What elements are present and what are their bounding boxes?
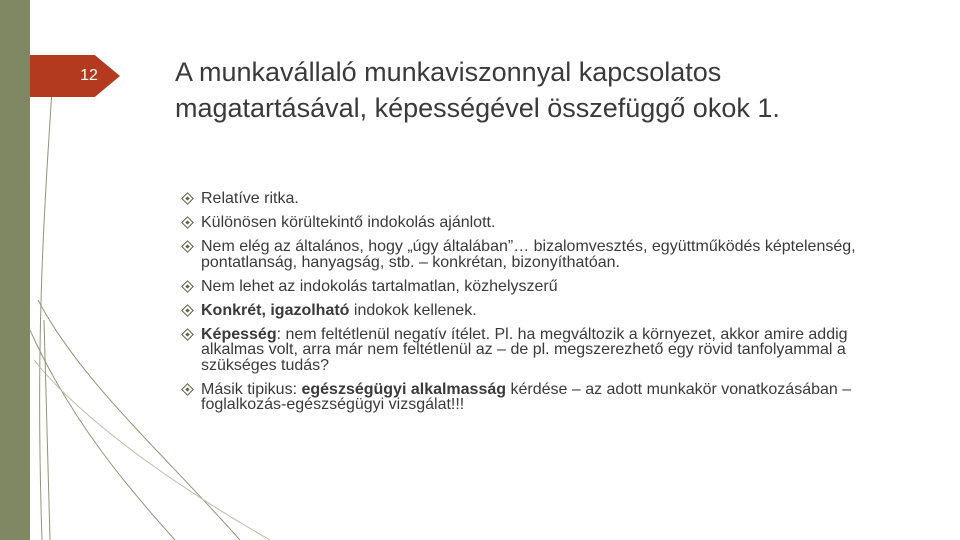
bullet-text: kérdése – az adott munkakör vonatkozásában – foglalkozás-egészségügyi vizsgálat!!! [201,380,852,413]
bullet-item [182,303,902,319]
bullet-item [182,382,902,413]
diamond-bullet-icon [181,192,194,205]
diamond-bullet-icon [181,216,194,229]
bullet-list [182,191,902,413]
bullet-text: : nem feltétlenül negatív ítélet. Pl. ha megváltozik a környezet, akkor amire addig alkalmas volt, arra már nem feltétlenül az – de pl. megszerezhető egy rövid tanfolyammal a szükséges tudás? [201,325,848,374]
bullet-item [182,239,902,270]
diamond-bullet-icon [181,328,194,341]
bullet-text: Nem lehet az indokolás tartalmatlan, közhelyszerű [201,277,558,295]
bullet-text-bold: Képesség [201,325,277,343]
bullet-item [182,279,902,295]
diamond-bullet-icon [181,240,194,253]
slide-number: 12 [80,67,98,84]
bullet-text: Relatíve ritka. [201,190,299,207]
bullet-text: Különösen körültekintő indokolás ajánlott. [201,214,496,231]
bullet-text-bold: egészségügyi alkalmasság [301,380,507,398]
diamond-bullet-icon [181,280,194,293]
slide-title: A munkavállaló munkaviszonnyal kapcsolatos magatartásával, képességével összefüggő okok 1. [175,57,780,123]
bullet-item [182,215,902,231]
bullet-text: Másik tipikus: [201,380,302,398]
bullet-item [182,191,902,207]
bullet-item [182,327,902,374]
bullet-text-bold: Konkrét, igazolható [201,301,350,319]
diamond-bullet-icon [181,383,194,396]
diamond-bullet-icon [181,304,194,317]
bullet-text: Nem elég az általános, hogy „úgy általában”… bizalomvesztés, együttműködés képtelenség, pontatlanság, hanyagság, stb. – konkrétan, bizonyíthatóan. [201,238,856,271]
bullet-text: indokok kellenek. [349,301,477,319]
